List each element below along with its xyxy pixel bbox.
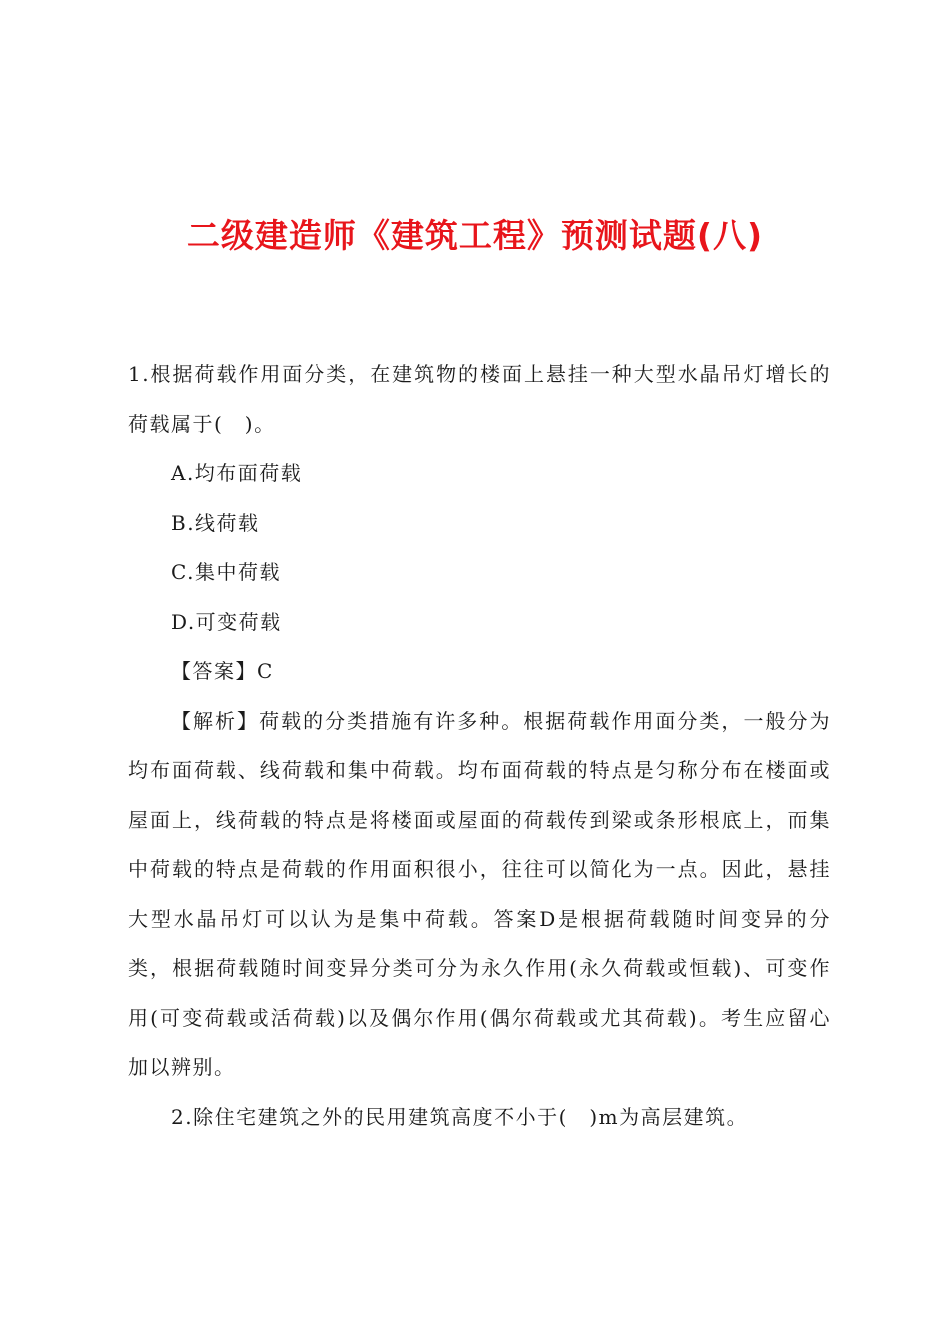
- question-1-analysis: 【解析】荷载的分类措施有许多种。根据荷载作用面分类，一般分为均布面荷载、线荷载和集中荷载。均布面荷载的特点是匀称分布在楼面或屋面上，线荷载的特点是将楼面或屋面的荷载传到梁或条形根底上，而集中荷载的特点是荷载的作用面积很小，往往可以简化为一点。因此，悬挂大型水晶吊灯可以认为是集中荷载。答案D是根据荷载随时间变异的分类，根据荷载随时间变异分类可分为永久作用(永久荷载或恒载)、可变作用(可变荷载或活荷载)以及偶尔作用(偶尔荷载或尤其荷载)。考生应留心加以辨别。: [128, 708, 831, 1079]
- question-1-answer: 【答案】C: [171, 659, 274, 683]
- question-1-stem: 1.根据荷载作用面分类，在建筑物的楼面上悬挂一种大型水晶吊灯增长的荷载属于( )。: [128, 362, 831, 436]
- question-1-option-a: A.均布面荷载: [171, 461, 303, 485]
- question-1-option-b: B.线荷载: [171, 510, 260, 535]
- question-2-stem: 2.除住宅建筑之外的民用建筑高度不小于( )m为高层建筑。: [171, 1104, 749, 1129]
- question-1-option-c: C.集中荷载: [171, 560, 281, 584]
- question-1-option-d: D.可变荷载: [171, 609, 282, 634]
- document-body: [128, 350, 831, 1142]
- document-title: 二级建造师《建筑工程》预测试题(八): [186, 216, 764, 255]
